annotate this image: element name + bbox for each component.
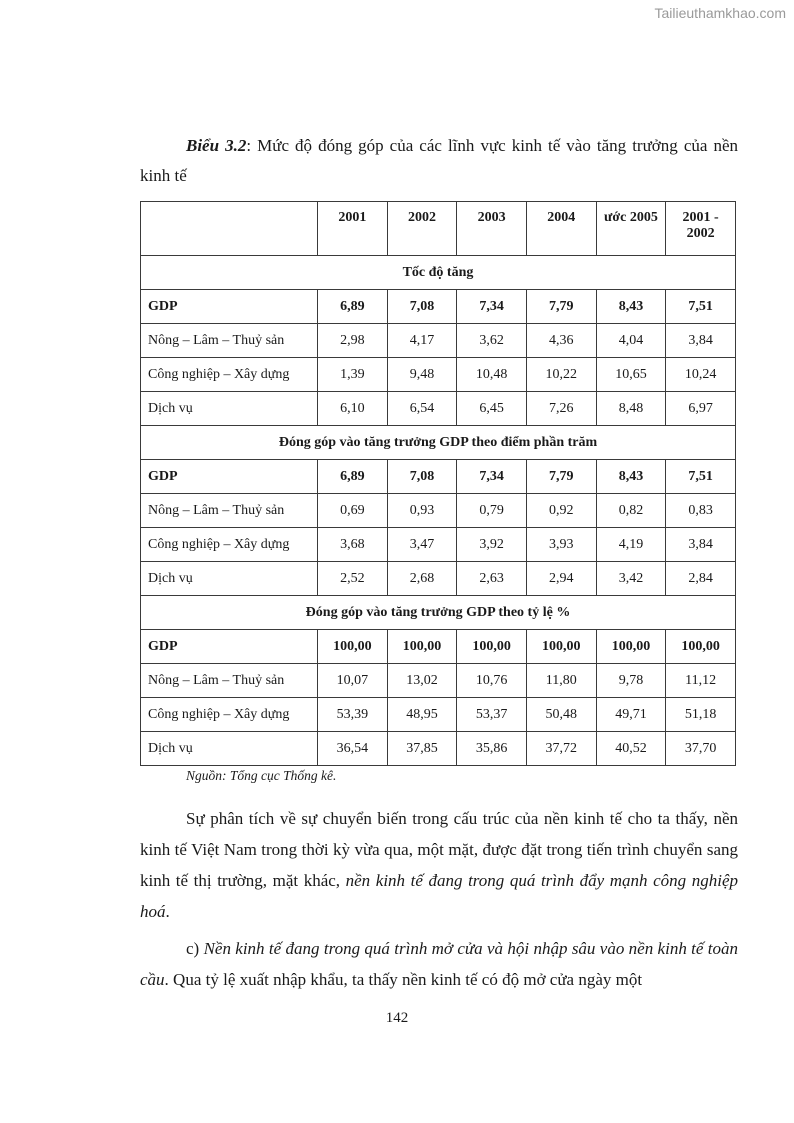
page-number: 142 <box>385 1010 409 1026</box>
table-cell: 0,93 <box>387 494 457 528</box>
table-cell: 53,37 <box>457 698 527 732</box>
caption-text: : Mức độ đóng góp của các lĩnh vực kinh tế vào tăng trưởng của nền kinh tế <box>140 136 739 185</box>
paragraph-2-italic: Nền kinh tế đang trong quá trình mở cửa và hội nhập sâu vào nền kinh tế toàn cầu <box>140 939 738 989</box>
table-cell: 37,85 <box>387 732 457 766</box>
row-label: GDP <box>141 460 318 494</box>
table-cell: 2,63 <box>457 562 527 596</box>
row-label: Dịch vụ <box>141 562 318 596</box>
table-cell: 7,51 <box>666 290 736 324</box>
table-cell: 7,79 <box>526 460 596 494</box>
table-cell: 3,84 <box>666 324 736 358</box>
table-cell: 2,84 <box>666 562 736 596</box>
table-cell: 100,00 <box>526 630 596 664</box>
table-cell: 4,36 <box>526 324 596 358</box>
table-cell: 7,79 <box>526 290 596 324</box>
row-label: Dịch vụ <box>141 392 318 426</box>
table-row <box>141 392 736 426</box>
table-row <box>141 528 736 562</box>
table-row <box>141 460 736 494</box>
watermark: Tailieuthamkhao.com <box>654 5 786 21</box>
table-header-cell: 2001 - 2002 <box>666 202 736 256</box>
table-cell: 2,68 <box>387 562 457 596</box>
table-cell: 3,42 <box>596 562 666 596</box>
table-row <box>141 664 736 698</box>
table-cell: 100,00 <box>318 630 388 664</box>
table-cell: 48,95 <box>387 698 457 732</box>
paragraph-1-end: . <box>165 902 170 921</box>
table-cell: 6,89 <box>318 460 388 494</box>
table-cell: 3,68 <box>318 528 388 562</box>
row-label: Nông – Lâm – Thuỷ sản <box>141 494 318 528</box>
table-cell: 8,48 <box>596 392 666 426</box>
table-cell: 2,94 <box>526 562 596 596</box>
table-cell: 40,52 <box>596 732 666 766</box>
table-cell: 100,00 <box>387 630 457 664</box>
table-row <box>141 698 736 732</box>
table-cell: 10,65 <box>596 358 666 392</box>
table-cell: 3,47 <box>387 528 457 562</box>
table-cell: 9,78 <box>596 664 666 698</box>
table-cell: 7,51 <box>666 460 736 494</box>
row-label: GDP <box>141 290 318 324</box>
table-cell: 8,43 <box>596 290 666 324</box>
paragraph-1 <box>140 803 738 927</box>
table-cell: 11,12 <box>666 664 736 698</box>
table-header-cell <box>141 202 318 256</box>
table-cell: 10,48 <box>457 358 527 392</box>
table-header-cell: 2001 <box>318 202 388 256</box>
table-row <box>141 358 736 392</box>
paragraph-1-text: Sự phân tích về sự chuyển biến trong cấu trúc của nền kinh tế cho ta thấy, nền kinh tế Việt Nam trong thời kỳ vừa qua, một mặt, được đặt trong tiến trình chuyển sang kinh tế thị trường, mặt khác, <box>140 809 738 890</box>
caption-label: Biểu 3.2 <box>186 136 247 155</box>
table-cell: 6,45 <box>457 392 527 426</box>
table-header-cell: 2002 <box>387 202 457 256</box>
table-cell: 36,54 <box>318 732 388 766</box>
table-cell: 10,07 <box>318 664 388 698</box>
table-row <box>141 732 736 766</box>
section-title: Đóng góp vào tăng trưởng GDP theo điểm phần trăm <box>141 426 736 460</box>
table-cell: 2,52 <box>318 562 388 596</box>
paragraph-2-prefix: c) <box>186 939 204 958</box>
table-row <box>141 630 736 664</box>
paragraph-2 <box>140 933 738 995</box>
table-cell: 10,76 <box>457 664 527 698</box>
table-cell: 100,00 <box>666 630 736 664</box>
row-label: Công nghiệp – Xây dựng <box>141 358 318 392</box>
table-cell: 6,97 <box>666 392 736 426</box>
row-label: Dịch vụ <box>141 732 318 766</box>
table-cell: 3,92 <box>457 528 527 562</box>
row-label: Nông – Lâm – Thuỷ sản <box>141 664 318 698</box>
table-cell: 9,48 <box>387 358 457 392</box>
table-cell: 1,39 <box>318 358 388 392</box>
table-cell: 51,18 <box>666 698 736 732</box>
table-cell: 49,71 <box>596 698 666 732</box>
table-section-row <box>141 426 736 460</box>
section-title: Đóng góp vào tăng trưởng GDP theo tỷ lệ % <box>141 596 736 630</box>
table-cell: 100,00 <box>596 630 666 664</box>
table-cell: 6,89 <box>318 290 388 324</box>
table-cell: 7,34 <box>457 460 527 494</box>
table-cell: 7,26 <box>526 392 596 426</box>
table-cell: 13,02 <box>387 664 457 698</box>
table-cell: 0,83 <box>666 494 736 528</box>
table-header-cell: ước 2005 <box>596 202 666 256</box>
source-note: Nguồn: Tổng cục Thống kê. <box>186 768 337 783</box>
table-cell: 7,08 <box>387 290 457 324</box>
table-cell: 11,80 <box>526 664 596 698</box>
section-title: Tốc độ tăng <box>141 256 736 290</box>
table-cell: 3,84 <box>666 528 736 562</box>
row-label: Công nghiệp – Xây dựng <box>141 698 318 732</box>
table-cell: 0,69 <box>318 494 388 528</box>
table-header-row <box>141 202 736 256</box>
table-section-row <box>141 596 736 630</box>
paragraph-1-italic: nền kinh tế đang trong quá trình đẩy mạnh công nghiệp hoá <box>140 871 738 921</box>
table-caption <box>140 131 738 191</box>
table-body <box>141 256 736 766</box>
table-cell: 4,17 <box>387 324 457 358</box>
table-cell: 35,86 <box>457 732 527 766</box>
table-cell: 6,54 <box>387 392 457 426</box>
table-cell: 37,72 <box>526 732 596 766</box>
table-cell: 4,04 <box>596 324 666 358</box>
table-cell: 3,62 <box>457 324 527 358</box>
table-cell: 10,24 <box>666 358 736 392</box>
table-cell: 0,92 <box>526 494 596 528</box>
table-cell: 10,22 <box>526 358 596 392</box>
table-cell: 7,34 <box>457 290 527 324</box>
table-cell: 7,08 <box>387 460 457 494</box>
table-row <box>141 290 736 324</box>
table-cell: 50,48 <box>526 698 596 732</box>
table-cell: 0,79 <box>457 494 527 528</box>
table-cell: 4,19 <box>596 528 666 562</box>
table-row <box>141 324 736 358</box>
row-label: GDP <box>141 630 318 664</box>
row-label: Nông – Lâm – Thuỷ sản <box>141 324 318 358</box>
table-header-cell: 2003 <box>457 202 527 256</box>
paragraph-2-text: . Qua tỷ lệ xuất nhập khẩu, ta thấy nền kinh tế có độ mở cửa ngày một <box>164 970 643 989</box>
row-label: Công nghiệp – Xây dựng <box>141 528 318 562</box>
table-cell: 53,39 <box>318 698 388 732</box>
table-cell: 8,43 <box>596 460 666 494</box>
table-cell: 100,00 <box>457 630 527 664</box>
table-cell: 2,98 <box>318 324 388 358</box>
table-cell: 6,10 <box>318 392 388 426</box>
table-header-cell: 2004 <box>526 202 596 256</box>
table-cell: 37,70 <box>666 732 736 766</box>
table-row <box>141 562 736 596</box>
table-section-row <box>141 256 736 290</box>
economic-contribution-table <box>140 201 736 766</box>
table-cell: 3,93 <box>526 528 596 562</box>
table-cell: 0,82 <box>596 494 666 528</box>
table-row <box>141 494 736 528</box>
